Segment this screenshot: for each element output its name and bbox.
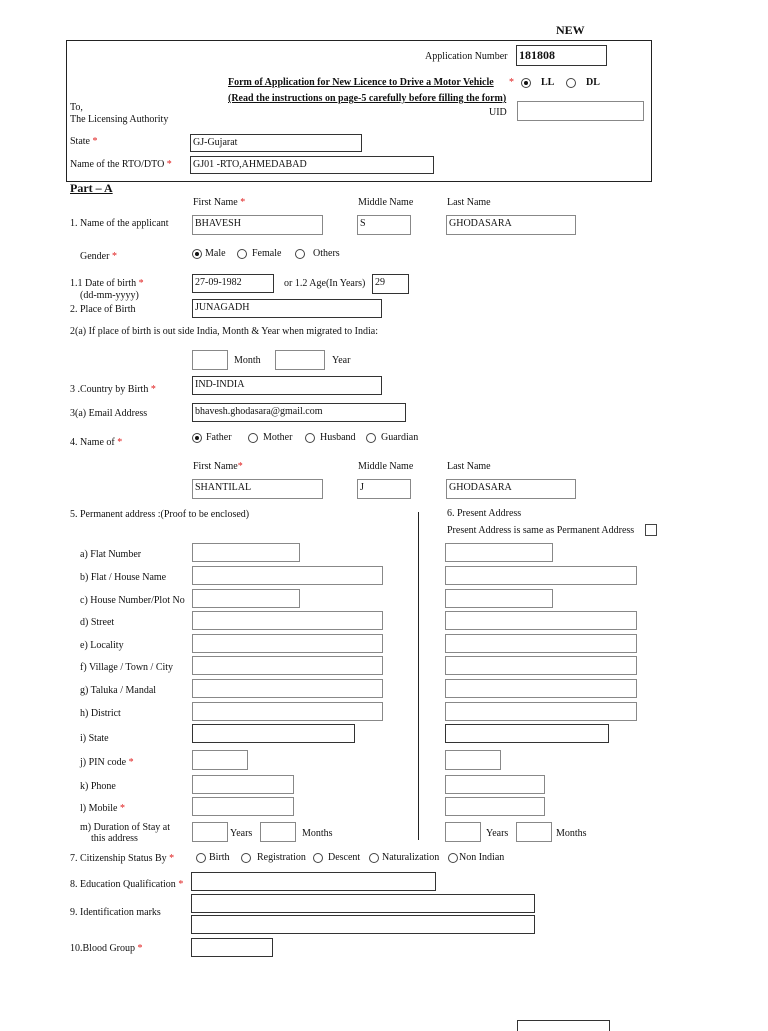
relation-guardian-label: Guardian bbox=[381, 432, 419, 443]
citizenship-label bbox=[70, 853, 174, 864]
identification-field-2[interactable] bbox=[191, 915, 535, 934]
citizenship-registration-radio[interactable] bbox=[241, 853, 251, 863]
education-label-text: 8. Education Qualification bbox=[70, 879, 176, 890]
outside-india-label: 2(a) If place of birth is out side India, Month & Year when migrated to India: bbox=[70, 326, 378, 337]
citizenship-naturalization-radio[interactable] bbox=[369, 853, 379, 863]
country-label bbox=[70, 384, 156, 395]
ll-radio[interactable] bbox=[521, 78, 531, 88]
pres-years-field[interactable] bbox=[445, 822, 481, 842]
relation-husband-label: Husband bbox=[320, 432, 356, 443]
pres-house-number-field[interactable] bbox=[445, 589, 553, 608]
first-name-header bbox=[193, 197, 245, 208]
dob-field[interactable]: 27-09-1982 bbox=[192, 274, 274, 293]
perm-house-number-field[interactable] bbox=[192, 589, 300, 608]
pres-district-field[interactable] bbox=[445, 702, 637, 721]
relation-guardian-radio[interactable] bbox=[366, 433, 376, 443]
citizenship-naturalization-label: Naturalization bbox=[382, 852, 440, 863]
addr-state-label: i) State bbox=[80, 733, 109, 744]
pres-pin-field[interactable] bbox=[445, 750, 501, 770]
migration-month-field[interactable] bbox=[192, 350, 228, 370]
education-field[interactable] bbox=[191, 872, 436, 891]
dob-required-mark: * bbox=[138, 278, 144, 289]
gender-others-radio[interactable] bbox=[295, 249, 305, 259]
duration-label: m) Duration of Stay at bbox=[80, 822, 170, 833]
perm-taluka-field[interactable] bbox=[192, 679, 383, 698]
relation-label bbox=[70, 437, 122, 448]
pres-months-field[interactable] bbox=[516, 822, 552, 842]
blood-group-label bbox=[70, 943, 143, 954]
perm-street-field[interactable] bbox=[192, 611, 383, 630]
perm-pin-field[interactable] bbox=[192, 750, 248, 770]
pres-years-label: Years bbox=[486, 828, 509, 839]
same-as-permanent-checkbox[interactable] bbox=[645, 524, 657, 536]
perm-months-label: Months bbox=[302, 828, 333, 839]
new-badge: NEW bbox=[556, 23, 585, 37]
blood-group-label-text: 10.Blood Group bbox=[70, 943, 135, 954]
pres-house-name-field[interactable] bbox=[445, 566, 637, 585]
to-label: To, bbox=[70, 102, 83, 113]
citizenship-descent-radio[interactable] bbox=[313, 853, 323, 863]
gender-label-text: Gender bbox=[80, 251, 110, 262]
duration-label-2: this address bbox=[91, 833, 138, 844]
gender-female-label: Female bbox=[252, 248, 282, 259]
pres-months-label: Months bbox=[556, 828, 587, 839]
permanent-address-label: 5. Permanent address :(Proof to be enclosed) bbox=[70, 509, 250, 520]
perm-house-name-field[interactable] bbox=[192, 566, 383, 585]
application-number-label: Application Number bbox=[425, 51, 508, 62]
ll-label: LL bbox=[541, 77, 555, 88]
form-subtitle: (Read the instructions on page-5 carefully before filling the form) bbox=[228, 93, 507, 104]
flat-number-label: a) Flat Number bbox=[80, 549, 142, 560]
house-number-label: c) House Number/Plot No bbox=[80, 595, 185, 606]
education-label bbox=[70, 879, 183, 890]
first-name-field[interactable]: BHAVESH bbox=[192, 215, 323, 235]
citizenship-birth-label: Birth bbox=[209, 852, 230, 863]
email-field[interactable]: bhavesh.ghodasara@gmail.com bbox=[192, 403, 406, 422]
citizenship-label-text: 7. Citizenship Status By bbox=[70, 853, 167, 864]
gender-required-mark: * bbox=[111, 251, 117, 262]
gender-others-label: Others bbox=[313, 248, 340, 259]
page-bottom-box bbox=[517, 1020, 610, 1031]
rto-label bbox=[70, 159, 172, 170]
month-label: Month bbox=[234, 355, 261, 366]
dob-format-label: (dd-mm-yyyy) bbox=[80, 290, 139, 301]
perm-years-field[interactable] bbox=[192, 822, 228, 842]
pres-locality-field[interactable] bbox=[445, 634, 637, 653]
uid-label: UID bbox=[489, 107, 507, 118]
relation-mother-radio[interactable] bbox=[248, 433, 258, 443]
mobile-required-mark: * bbox=[120, 803, 125, 814]
relation-first-name-header-text: First Name bbox=[193, 461, 238, 472]
same-as-permanent-label: Present Address is same as Permanent Address bbox=[447, 525, 635, 536]
state-label-text: State bbox=[70, 136, 90, 147]
country-label-text: 3 .Country by Birth bbox=[70, 384, 149, 395]
citizenship-descent-label: Descent bbox=[328, 852, 361, 863]
village-label: f) Village / Town / City bbox=[80, 662, 174, 673]
state-required-mark: * bbox=[92, 136, 98, 147]
dob-label bbox=[70, 278, 144, 289]
relation-middle-name-field[interactable]: J bbox=[357, 479, 411, 499]
dl-radio[interactable] bbox=[566, 78, 576, 88]
pin-code-label bbox=[80, 757, 134, 768]
year-label: Year bbox=[332, 355, 351, 366]
authority-label: The Licensing Authority bbox=[70, 114, 169, 125]
pin-required-mark: * bbox=[128, 757, 134, 768]
mobile-label bbox=[80, 803, 125, 814]
relation-last-name-field[interactable]: GHODASARA bbox=[446, 479, 576, 499]
pres-state-field[interactable] bbox=[445, 724, 609, 743]
state-label bbox=[70, 136, 98, 147]
age-label: or 1.2 Age(In Years) bbox=[284, 278, 366, 289]
citizenship-birth-radio[interactable] bbox=[196, 853, 206, 863]
district-label: h) District bbox=[80, 708, 121, 719]
country-required-mark: * bbox=[150, 384, 156, 395]
locality-label: e) Locality bbox=[80, 640, 124, 651]
application-number-field[interactable]: 181808 bbox=[516, 45, 607, 66]
ll-dl-required-mark: * bbox=[509, 77, 514, 88]
perm-village-field[interactable] bbox=[192, 656, 383, 675]
citizenship-non-indian-label: Non Indian bbox=[459, 852, 505, 863]
middle-name-header: Middle Name bbox=[358, 197, 414, 208]
relation-mother-label: Mother bbox=[263, 432, 293, 443]
perm-phone-field[interactable] bbox=[192, 775, 294, 794]
perm-flat-number-field[interactable] bbox=[192, 543, 300, 562]
applicant-name-label: 1. Name of the applicant bbox=[70, 218, 169, 229]
uid-field[interactable] bbox=[517, 101, 644, 121]
pres-street-field[interactable] bbox=[445, 611, 637, 630]
relation-father-radio[interactable] bbox=[192, 433, 202, 443]
citizenship-required-mark: * bbox=[169, 853, 175, 864]
relation-last-name-header: Last Name bbox=[447, 461, 491, 472]
first-name-header-text: First Name bbox=[193, 197, 238, 208]
rto-required-mark: * bbox=[166, 159, 172, 170]
identification-field-1[interactable] bbox=[191, 894, 535, 913]
dl-label: DL bbox=[586, 77, 600, 88]
mobile-label-text: l) Mobile bbox=[80, 803, 118, 814]
dob-label-text: 1.1 Date of birth bbox=[70, 278, 137, 289]
state-field[interactable]: GJ-Gujarat bbox=[190, 134, 362, 152]
education-required-mark: * bbox=[178, 879, 184, 890]
perm-years-label: Years bbox=[230, 828, 253, 839]
perm-mobile-field[interactable] bbox=[192, 797, 294, 816]
blood-group-field[interactable] bbox=[191, 938, 273, 957]
blood-group-required-mark: * bbox=[137, 943, 143, 954]
rto-label-text: Name of the RTO/DTO bbox=[70, 159, 165, 170]
form-title: Form of Application for New Licence to Drive a Motor Vehicle bbox=[228, 77, 494, 88]
gender-male-radio[interactable] bbox=[192, 249, 202, 259]
last-name-field[interactable]: GHODASARA bbox=[446, 215, 576, 235]
relation-husband-radio[interactable] bbox=[305, 433, 315, 443]
relation-father-label: Father bbox=[206, 432, 232, 443]
gender-male-label: Male bbox=[205, 248, 226, 259]
relation-label-text: 4. Name of bbox=[70, 437, 115, 448]
email-label: 3(a) Email Address bbox=[70, 408, 148, 419]
place-of-birth-label: 2. Place of Birth bbox=[70, 304, 136, 315]
relation-required-mark: * bbox=[117, 437, 123, 448]
perm-state-field[interactable] bbox=[192, 724, 355, 743]
pin-code-label-text: j) PIN code bbox=[80, 757, 127, 768]
phone-label: k) Phone bbox=[80, 781, 116, 792]
pres-taluka-field[interactable] bbox=[445, 679, 637, 698]
pres-village-field[interactable] bbox=[445, 656, 637, 675]
country-field[interactable]: IND-INDIA bbox=[192, 376, 382, 395]
age-field[interactable]: 29 bbox=[372, 274, 409, 294]
present-address-label: 6. Present Address bbox=[447, 508, 522, 519]
citizenship-registration-label: Registration bbox=[257, 852, 306, 863]
citizenship-non-indian-radio[interactable] bbox=[448, 853, 458, 863]
house-name-label: b) Flat / House Name bbox=[80, 572, 167, 583]
migration-year-field[interactable] bbox=[275, 350, 325, 370]
relation-first-name-required-mark: * bbox=[237, 461, 243, 472]
middle-name-field[interactable]: S bbox=[357, 215, 411, 235]
relation-middle-name-header: Middle Name bbox=[358, 461, 414, 472]
last-name-header: Last Name bbox=[447, 197, 491, 208]
street-label: d) Street bbox=[80, 617, 115, 628]
relation-first-name-header bbox=[193, 461, 243, 472]
pres-flat-number-field[interactable] bbox=[445, 543, 553, 562]
relation-first-name-field[interactable]: SHANTILAL bbox=[192, 479, 323, 499]
rto-field[interactable]: GJ01 -RTO,AHMEDABAD bbox=[190, 156, 434, 174]
part-a-title: Part – A bbox=[70, 181, 113, 195]
taluka-label: g) Taluka / Mandal bbox=[80, 685, 157, 696]
identification-label: 9. Identification marks bbox=[70, 907, 161, 918]
place-of-birth-field[interactable]: JUNAGADH bbox=[192, 299, 382, 318]
perm-district-field[interactable] bbox=[192, 702, 383, 721]
address-divider bbox=[418, 512, 419, 840]
perm-months-field[interactable] bbox=[260, 822, 296, 842]
pres-phone-field[interactable] bbox=[445, 775, 545, 794]
gender-label bbox=[80, 251, 117, 262]
first-name-required-mark: * bbox=[240, 197, 246, 208]
pres-mobile-field[interactable] bbox=[445, 797, 545, 816]
gender-female-radio[interactable] bbox=[237, 249, 247, 259]
perm-locality-field[interactable] bbox=[192, 634, 383, 653]
